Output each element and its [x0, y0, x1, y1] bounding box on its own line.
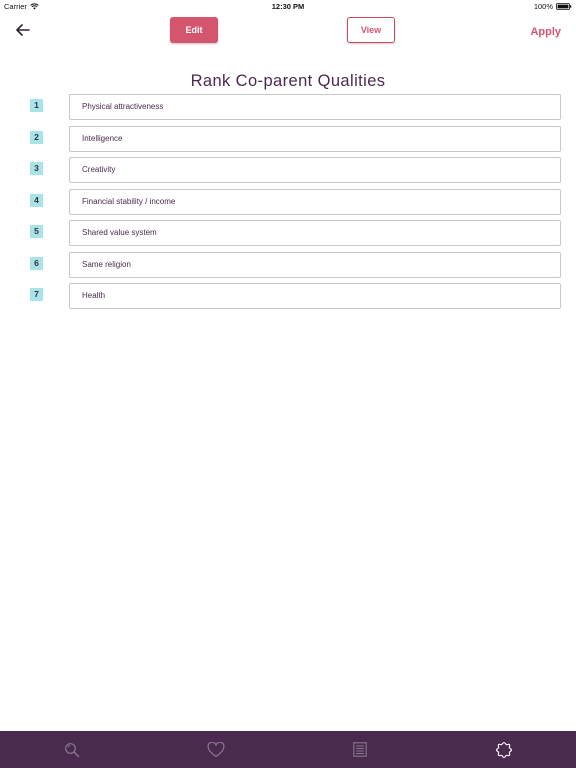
list-item[interactable]: [0, 219, 576, 251]
quality-field[interactable]: Creativity: [69, 157, 561, 183]
tab-list[interactable]: [288, 731, 432, 768]
status-time: 12:30 PM: [271, 2, 305, 11]
settings-icon: [495, 741, 513, 759]
rank-list: [0, 93, 576, 314]
list-icon: [353, 742, 367, 757]
list-item[interactable]: [0, 156, 576, 188]
back-button[interactable]: [12, 20, 34, 40]
quality-field[interactable]: Financial stability / income: [69, 189, 561, 215]
list-item[interactable]: [0, 251, 576, 283]
rank-badge: 5: [30, 225, 43, 238]
back-arrow-icon: [16, 24, 30, 36]
quality-field[interactable]: Same religion: [69, 252, 561, 278]
quality-field[interactable]: Physical attractiveness: [69, 94, 561, 120]
page-title: Rank Co-parent Qualities: [190, 72, 386, 90]
tab-search[interactable]: [0, 731, 144, 768]
rank-badge: 2: [30, 131, 43, 144]
list-item[interactable]: [0, 125, 576, 157]
rank-badge: 3: [30, 162, 43, 175]
battery-icon: [556, 3, 572, 10]
tab-bar: [0, 731, 576, 768]
list-item[interactable]: [0, 93, 576, 125]
search-icon: [64, 742, 80, 758]
apply-button[interactable]: Apply: [530, 26, 561, 38]
list-item[interactable]: [0, 282, 576, 314]
edit-button[interactable]: Edit: [170, 17, 218, 43]
heart-icon: [207, 742, 225, 758]
rank-badge: 4: [30, 194, 43, 207]
carrier-label: Carrier: [4, 2, 27, 11]
quality-field[interactable]: Shared value system: [69, 220, 561, 246]
rank-badge: 1: [30, 99, 43, 112]
list-item[interactable]: [0, 188, 576, 220]
tab-settings[interactable]: [432, 731, 576, 768]
quality-field[interactable]: Health: [69, 283, 561, 309]
status-right: [534, 2, 572, 11]
battery-percent: 100%: [533, 2, 553, 11]
quality-field[interactable]: Intelligence: [69, 126, 561, 152]
tab-favorites[interactable]: [144, 731, 288, 768]
status-bar: [0, 0, 576, 12]
rank-badge: 7: [30, 288, 43, 301]
view-button[interactable]: View: [347, 17, 395, 43]
rank-badge: 6: [30, 257, 43, 270]
